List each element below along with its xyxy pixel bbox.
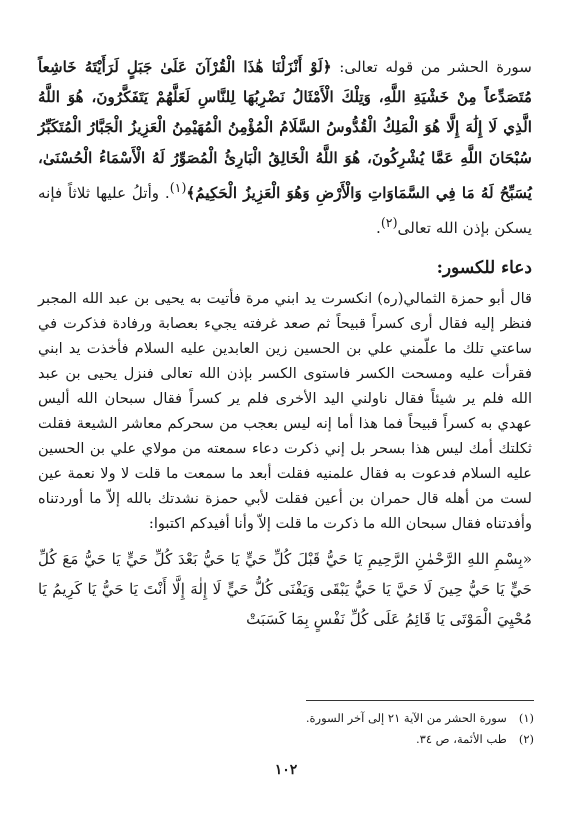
page-body <box>38 52 532 634</box>
footnote-1-number: (١) <box>518 711 534 725</box>
quran-passage <box>38 52 532 243</box>
footnote-2-number: (٢) <box>518 732 534 746</box>
quran-after: . وأتلُ عليها ثلاثاً فإنه يسكن بإذن الله تعالى <box>38 183 532 238</box>
footnote-divider <box>306 700 534 701</box>
page-number: ١٠٢ <box>274 762 298 778</box>
story-paragraph: قال أبو حمزة الثمالي(ره) انكسرت يد ابني مرة فأتيت به يحيى بن عبد الله المجبر فنظر إليه فقال أرى كسراً قبيحاً ثم صعد غرفته يجيء بعصابة ورفادة فذكرت في ساعتي تلك ما علّمني علي بن الحسين زين العابدين عليه السلام فأخذت يد ابني فقرأت عليه ومسحت الكسر فاستوى الكسر بإذن الله تعالى فنزل يحيى بن عبد الله فلم ير شيئاً فقال ناولني اليد الأخرى فلم ير كسراً فقال سبحان الله أليس عهدي به كسراً قبيحاً فما هذا أما إنه ليس بعجب من سحركم معاشر الشيعة فقلت ثكلتك أمك ليس هذا بسحر بل إني ذكرت دعاء سمعته من مولاي علي بن الحسين عليه السلام فدعوت به فقال علمنيه فقلت أبعد ما سمعت ما قلت لا ولا نعمة عين لست من أهله قال حمران بن أعين فقلت لأبي حمزة نشدتك بالله إلاّ ما أوردتناه وأفدتناه فقال سبحان الله ما ذكرت ما قلت إلاّ وأنا أفيدكم اكتبوا: <box>38 290 532 532</box>
footnote-1 <box>40 708 534 729</box>
footnote-ref-1[interactable]: (١) <box>169 179 187 195</box>
footnote-1-text: سورة الحشر من الآية ٢١ إلى آخر السورة. <box>305 711 507 725</box>
quran-verse: ﴿لَوْ أَنْزَلْنَا هَٰذَا الْقُرْآنَ عَلَىٰ جَبَلٍ لَرَأَيْتَهُ خَاشِعاً مُتَصَدِّعاً مِنْ خَشْيَةِ اللَّهِ، وَتِلْكَ الْأَمْثَالُ نَضْرِبُهَا لِلنَّاسِ لَعَلَّهُمْ يَتَفَكَّرُونَ، هُوَ اللَّهُ الَّذِي لَا إِلَٰهَ إِلَّا هُوَ الْمَلِكُ الْقُدُّوسُ السَّلَامُ الْمُؤْمِنُ الْمُهَيْمِنُ الْعَزِيزُ الْجَبَّارُ الْمُتَكَبِّرُ سُبْحَانَ اللَّهِ عَمَّا يُشْرِكُونَ، هُوَ اللَّهُ الْخَالِقُ الْبَارِئُ الْمُصَوِّرُ لَهُ الْأَسْمَاءُ الْحُسْنَىٰ، يُسَبِّحُ لَهُ مَا فِي السَّمَاوَاتِ وَالْأَرْضِ وَهُوَ الْعَزِيزُ الْحَكِيمُ﴾ <box>38 58 532 202</box>
dua-text: «بِسْمِ اللهِ الرَّحْمٰنِ الرَّحِيمِ يَا حَيُّ قَبْلَ كُلِّ حَيٍّ يَا حَيُّ بَعْدَ كُلِّ حَيٍّ يَا حَيُّ مَعَ كُلِّ حَيٍّ يَا حَيُّ حِينَ لَا حَيَّ يَا حَيُّ يَبْقَى وَيَفْنَى كُلُّ حَيٍّ لَا إِلٰهَ إِلَّا أَنْتَ يَا حَيُّ يَا كَرِيمُ يَا مُحْيِيَ الْمَوْتَى يَا قَائِمُ عَلَى كُلِّ نَفْسٍ بِمَا كَسَبَتْ <box>38 550 532 629</box>
quran-intro: سورة الحشر من قوله تعالى: <box>331 58 532 76</box>
footnote-ref-2[interactable]: (٢) <box>380 215 398 231</box>
footnote-2-text: طب الأئمة، ص ٣٤. <box>416 732 507 746</box>
section-heading: دعاء للكسور: <box>436 258 532 279</box>
footnotes <box>40 708 534 750</box>
footnote-2 <box>40 729 534 750</box>
quran-end: . <box>375 219 381 238</box>
